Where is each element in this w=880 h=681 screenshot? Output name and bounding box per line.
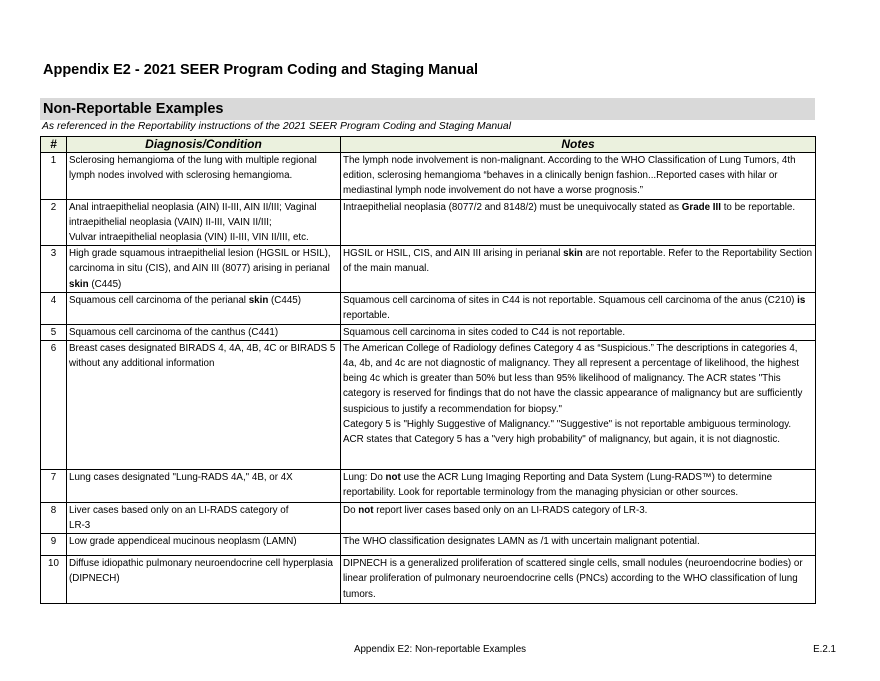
diagnosis-cell	[67, 153, 341, 200]
cell-text: Squamous cell carcinoma of the perianal	[69, 295, 249, 307]
cell-line: Category 5 is "Highly Suggestive of Malignancy." "Suggestive" is not reportable ambiguous terminology. ACR states that Category 5 has a "very high probability" of malignancy, but again, it is not diagnostic.	[343, 418, 792, 446]
cell-text: The WHO classification designates LAMN as /1 with uncertain malignant potential.	[343, 536, 700, 548]
cell-text: use the ACR Lung Imaging Reporting and Data System (Lung-RADS™) to determine reportability. Look for reportable terminology from the managing physician or other sources.	[343, 471, 773, 499]
cell-text: is	[797, 295, 806, 307]
table-row	[41, 324, 816, 340]
diagnosis-cell	[67, 502, 341, 533]
cell-text: Intraepithelial neoplasia (8077/2 and 8148/2) must be unequivocally stated as	[343, 201, 682, 213]
page-number: E.2.1	[813, 644, 836, 655]
notes-cell	[341, 534, 816, 556]
cell-text: not	[385, 471, 401, 483]
cell-text: report liver cases based only on an LI-RADS category of LR-3.	[373, 504, 648, 516]
non-reportable-examples-table	[40, 136, 816, 604]
cell-line: LR-3	[69, 520, 91, 532]
table-row	[41, 246, 816, 293]
cell-text: (C445)	[268, 295, 301, 307]
cell-text: HGSIL or HSIL, CIS, and AIN III arising in perianal	[343, 248, 564, 260]
notes-cell	[341, 324, 816, 340]
diagnosis-cell	[67, 534, 341, 556]
diagnosis-cell	[67, 556, 341, 604]
row-number: 9	[41, 534, 67, 556]
cell-text: Do	[343, 504, 359, 516]
row-number: 3	[41, 246, 67, 293]
header-diagnosis: Diagnosis/Condition	[67, 137, 341, 153]
header-number: #	[41, 137, 67, 153]
cell-text: DIPNECH is a generalized proliferation of scattered single cells, small nodules (neuroendocrine bodies) or linear proliferation of pulmonary neuroendocrine cells (PNCs) according to the WHO classification of lung tumors.	[343, 558, 803, 600]
table-row	[41, 534, 816, 556]
cell-text: skin	[563, 248, 583, 260]
table-row	[41, 153, 816, 200]
notes-cell	[341, 502, 816, 533]
table-row	[41, 556, 816, 604]
cell-text: Lung cases designated "Lung-RADS 4A," 4B, or 4X	[69, 471, 293, 483]
notes-cell	[341, 293, 816, 324]
row-number: 4	[41, 293, 67, 324]
notes-cell	[341, 556, 816, 604]
diagnosis-cell	[67, 199, 341, 246]
cell-text: Squamous cell carcinoma of the canthus (C441)	[69, 326, 279, 338]
cell-text: Grade III	[681, 201, 721, 213]
diagnosis-cell	[67, 340, 341, 469]
table-row	[41, 293, 816, 324]
notes-cell	[341, 199, 816, 246]
cell-text: skin	[248, 295, 269, 307]
cell-text: Diffuse idiopathic pulmonary neuroendocrine cell hyperplasia (DIPNECH)	[69, 558, 333, 585]
notes-cell	[341, 246, 816, 293]
table-row	[41, 340, 816, 469]
cell-text: High grade squamous intraepithelial lesion (HGSIL or HSIL), carcinoma in situ (CIS), and AIN III (8077) arising in perianal	[69, 248, 331, 275]
row-number: 1	[41, 153, 67, 200]
diagnosis-cell	[67, 293, 341, 324]
row-number: 5	[41, 324, 67, 340]
cell-text: not	[358, 504, 374, 516]
row-number: 2	[41, 199, 67, 246]
cell-line: Liver cases based only on an LI-RADS category of	[69, 504, 289, 516]
cell-text: Squamous cell carcinoma in sites coded to C44 is not reportable.	[343, 326, 626, 338]
cell-text: Lung: Do	[343, 471, 386, 483]
cell-text: Low grade appendiceal mucinous neoplasm (LAMN)	[69, 536, 297, 548]
cell-text: to be reportable.	[720, 201, 796, 213]
cell-line: Anal intraepithelial neoplasia (AIN) II-III, AIN II/III; Vaginal intraepithelial neoplasia (VAIN) II-III, VAIN II/III;	[69, 201, 317, 228]
cell-text: (C445)	[88, 278, 122, 290]
table-subtitle: As referenced in the Reportability instructions of the 2021 SEER Program Coding and Staging Manual	[42, 121, 511, 132]
diagnosis-cell	[67, 469, 341, 502]
cell-text: The lymph node involvement is non-malignant. According to the WHO Classification of Lung Tumors, 4th edition, sclerosing hemangioma “behaves in a clinically benign fashion...Reported cases with hilar or mediastinal lymph node involvement do not have a worse prognosis.”	[343, 155, 796, 197]
table-body	[41, 153, 816, 604]
notes-cell	[341, 153, 816, 200]
cell-line: The American College of Radiology defines Category 4 as “Suspicious.” The descriptions in categories 4, 4a, 4b, and 4c are not diagnostic of malignancy. They all represent a percentage of likelihood, the highest being 4c which is greater than 50% but less than 95% likelihood of malignancy. The ACR states "This category is reserved for findings that do not have the classic appearance of malignancy but are sufficiently suspicious to justify a recommendation for biopsy."	[343, 342, 803, 415]
cell-text: Squamous cell carcinoma of sites in C44 is not reportable. Squamous cell carcinoma of the anus (C210)	[343, 295, 798, 307]
table-row	[41, 199, 816, 246]
document-title: Appendix E2 - 2021 SEER Program Coding and Staging Manual	[43, 62, 479, 78]
row-number: 6	[41, 340, 67, 469]
notes-cell	[341, 340, 816, 469]
header-notes: Notes	[341, 137, 816, 153]
footer-label: Appendix E2: Non-reportable Examples	[353, 644, 527, 655]
cell-text: skin	[69, 278, 89, 290]
cell-text: reportable.	[343, 310, 390, 322]
cell-text: are not reportable. Refer to the Reportability Section of the main manual.	[343, 248, 813, 275]
row-number: 7	[41, 469, 67, 502]
row-number: 10	[41, 556, 67, 604]
row-number: 8	[41, 502, 67, 533]
notes-cell	[341, 469, 816, 502]
section-title: Non-Reportable Examples	[40, 98, 815, 120]
cell-text: Breast cases designated BIRADS 4, 4A, 4B, 4C or BIRADS 5 without any additional information	[69, 342, 336, 370]
cell-text: Sclerosing hemangioma of the lung with multiple regional lymph nodes involved with sclerosing hemangioma.	[69, 155, 317, 182]
table-header-row	[41, 137, 816, 153]
diagnosis-cell	[67, 246, 341, 293]
table-row	[41, 502, 816, 533]
table-row	[41, 469, 816, 502]
diagnosis-cell	[67, 324, 341, 340]
cell-line: Vulvar intraepithelial neoplasia (VIN) II-III, VIN II/III, etc.	[69, 232, 309, 244]
